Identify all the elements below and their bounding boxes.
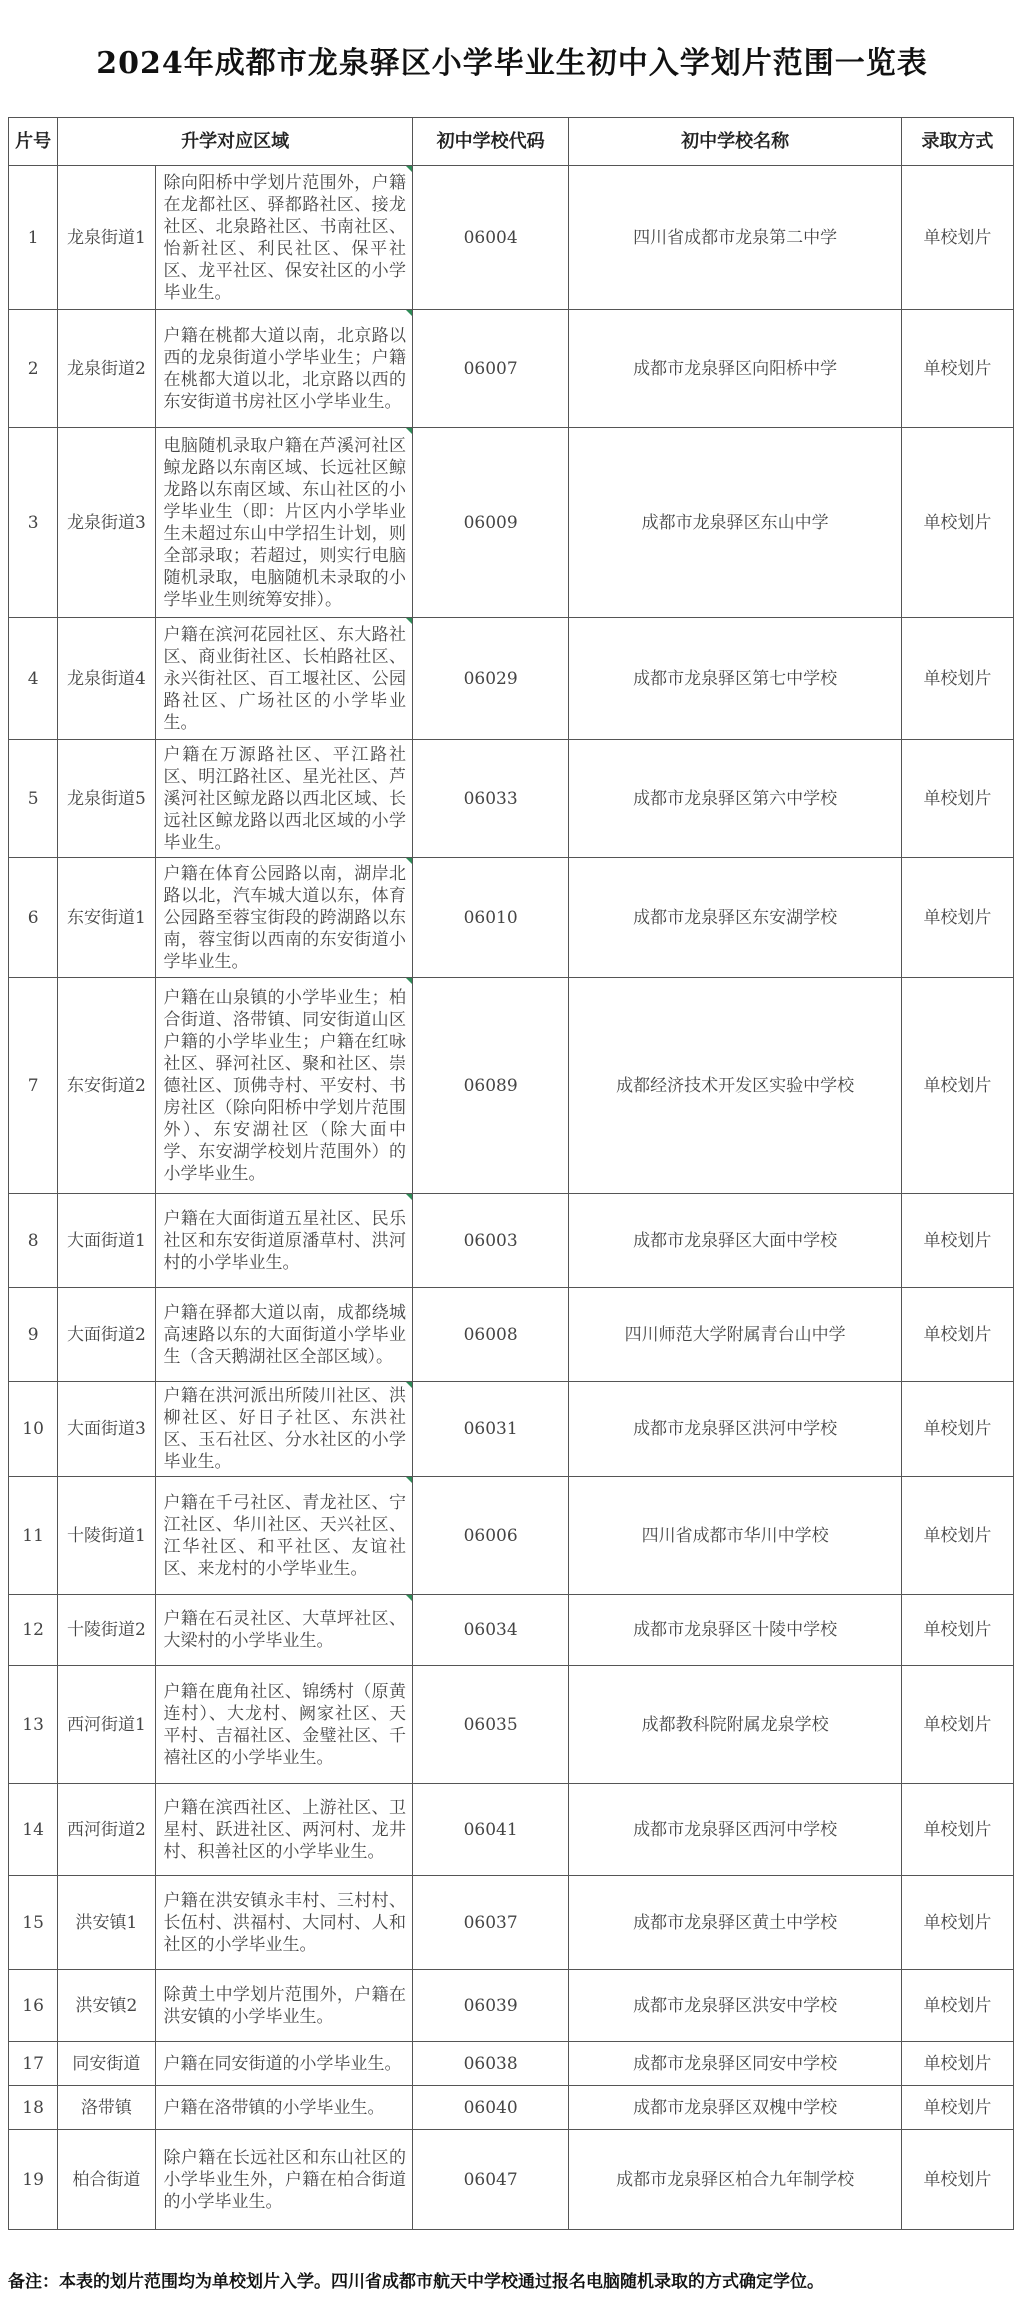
row-school-code: 06006 [412, 1477, 568, 1595]
row-school-code: 06037 [412, 1876, 568, 1970]
table-row [9, 2042, 1014, 2086]
row-zone: 大面街道2 [58, 1288, 155, 1382]
table-row [9, 2086, 1014, 2130]
row-school-code: 06041 [412, 1784, 568, 1876]
row-school-name: 成都市龙泉驿区柏合九年制学校 [569, 2130, 902, 2230]
table-row [9, 1876, 1014, 1970]
table-row [9, 1784, 1014, 1876]
row-school-code: 06029 [412, 618, 568, 740]
row-admission-method: 单校划片 [901, 1876, 1013, 1970]
row-school-code: 06033 [412, 740, 568, 858]
row-number: 1 [9, 166, 58, 310]
row-school-code: 06039 [412, 1970, 568, 2042]
table-row [9, 1970, 1014, 2042]
table-body [9, 166, 1014, 2230]
row-area: 户籍在万源路社区、平江路社区、明江路社区、星光社区、芦溪河社区鲸龙路以西北区域、长远社区鲸龙路以西北区域的小学毕业生。 [155, 740, 412, 858]
row-area: 户籍在石灵社区、大草坪社区、大梁村的小学毕业生。 [155, 1595, 412, 1666]
table-row [9, 1477, 1014, 1595]
row-zone: 龙泉街道4 [58, 618, 155, 740]
row-number: 7 [9, 978, 58, 1194]
row-area: 户籍在洪安镇永丰村、三村村、长伍村、洪福村、大同村、人和社区的小学毕业生。 [155, 1876, 412, 1970]
row-area: 户籍在洛带镇的小学毕业生。 [155, 2086, 412, 2130]
row-school-code: 06040 [412, 2086, 568, 2130]
row-area: 户籍在同安街道的小学毕业生。 [155, 2042, 412, 2086]
row-school-name: 成都市龙泉驿区双槐中学校 [569, 2086, 902, 2130]
row-zone: 龙泉街道2 [58, 310, 155, 428]
row-school-name: 成都市龙泉驿区大面中学校 [569, 1194, 902, 1288]
row-admission-method: 单校划片 [901, 310, 1013, 428]
row-school-code: 06004 [412, 166, 568, 310]
row-admission-method: 单校划片 [901, 2130, 1013, 2230]
row-school-name: 成都市龙泉驿区向阳桥中学 [569, 310, 902, 428]
row-admission-method: 单校划片 [901, 1595, 1013, 1666]
table-row [9, 1595, 1014, 1666]
row-area: 除向阳桥中学划片范围外，户籍在龙都社区、驿都路社区、接龙社区、北泉路社区、书南社区、怡新社区、利民社区、保平社区、龙平社区、保安社区的小学毕业生。 [155, 166, 412, 310]
row-area: 户籍在千弓社区、青龙社区、宁江社区、华川社区、天兴社区、江华社区、和平社区、友谊社区、来龙村的小学毕业生。 [155, 1477, 412, 1595]
row-admission-method: 单校划片 [901, 2042, 1013, 2086]
row-admission-method: 单校划片 [901, 428, 1013, 618]
row-admission-method: 单校划片 [901, 1784, 1013, 1876]
row-number: 14 [9, 1784, 58, 1876]
row-zone: 西河街道2 [58, 1784, 155, 1876]
header-no: 片号 [9, 118, 58, 166]
row-school-code: 06047 [412, 2130, 568, 2230]
row-school-name: 成都教科院附属龙泉学校 [569, 1666, 902, 1784]
row-zone: 大面街道1 [58, 1194, 155, 1288]
row-admission-method: 单校划片 [901, 1477, 1013, 1595]
footnote: 备注：本表的划片范围均为单校划片入学。四川省成都市航天中学校通过报名电脑随机录取的方式确定学位。 [8, 2272, 824, 2292]
row-school-name: 成都市龙泉驿区第七中学校 [569, 618, 902, 740]
row-number: 12 [9, 1595, 58, 1666]
row-zone: 柏合街道 [58, 2130, 155, 2230]
row-number: 6 [9, 858, 58, 978]
row-number: 11 [9, 1477, 58, 1595]
row-school-code: 06007 [412, 310, 568, 428]
row-area: 户籍在体育公园路以南，湖岸北路以北，汽车城大道以东，体育公园路至蓉宝街段的跨湖路以东南，蓉宝街以西南的东安街道小学毕业生。 [155, 858, 412, 978]
row-school-code: 06034 [412, 1595, 568, 1666]
row-school-name: 成都市龙泉驿区十陵中学校 [569, 1595, 902, 1666]
row-number: 8 [9, 1194, 58, 1288]
row-zone: 洪安镇2 [58, 1970, 155, 2042]
row-admission-method: 单校划片 [901, 858, 1013, 978]
row-number: 15 [9, 1876, 58, 1970]
row-area: 户籍在桃都大道以南，北京路以西的龙泉街道小学毕业生；户籍在桃都大道以北，北京路以西的东安街道书房社区小学毕业生。 [155, 310, 412, 428]
table-row [9, 166, 1014, 310]
page-title: 2024年成都市龙泉驿区小学毕业生初中入学划片范围一览表 [96, 46, 928, 81]
row-zone: 大面街道3 [58, 1382, 155, 1477]
row-number: 13 [9, 1666, 58, 1784]
row-admission-method: 单校划片 [901, 1194, 1013, 1288]
row-zone: 东安街道1 [58, 858, 155, 978]
row-school-code: 06008 [412, 1288, 568, 1382]
row-zone: 龙泉街道5 [58, 740, 155, 858]
row-school-name: 成都市龙泉驿区第六中学校 [569, 740, 902, 858]
row-number: 5 [9, 740, 58, 858]
table-row [9, 1194, 1014, 1288]
table-row [9, 1666, 1014, 1784]
row-school-code: 06089 [412, 978, 568, 1194]
row-number: 18 [9, 2086, 58, 2130]
row-admission-method: 单校划片 [901, 2086, 1013, 2130]
row-school-name: 成都市龙泉驿区洪安中学校 [569, 1970, 902, 2042]
row-number: 16 [9, 1970, 58, 2042]
row-school-name: 成都市龙泉驿区西河中学校 [569, 1784, 902, 1876]
table-row [9, 618, 1014, 740]
table-row [9, 428, 1014, 618]
row-school-name: 四川省成都市华川中学校 [569, 1477, 902, 1595]
row-area: 电脑随机录取户籍在芦溪河社区鲸龙路以东南区域、长远社区鲸龙路以东南区域、东山社区的小学毕业生（即：片区内小学毕业生未超过东山中学招生计划，则全部录取；若超过，则实行电脑随机录取，电脑随机未录取的小学毕业生则统筹安排）。 [155, 428, 412, 618]
row-area: 户籍在洪河派出所陵川社区、洪柳社区、好日子社区、东洪社区、玉石社区、分水社区的小学毕业生。 [155, 1382, 412, 1477]
row-admission-method: 单校划片 [901, 1970, 1013, 2042]
row-admission-method: 单校划片 [901, 978, 1013, 1194]
header-school: 初中学校名称 [569, 118, 902, 166]
zoning-table [8, 117, 1014, 2230]
table-header-row [9, 118, 1014, 166]
table-row [9, 740, 1014, 858]
row-admission-method: 单校划片 [901, 1382, 1013, 1477]
row-zone: 龙泉街道1 [58, 166, 155, 310]
row-zone: 十陵街道2 [58, 1595, 155, 1666]
row-admission-method: 单校划片 [901, 166, 1013, 310]
row-area: 户籍在鹿角社区、锦绣村（原黄连村）、大龙村、阙家社区、天平村、吉福社区、金璧社区、千禧社区的小学毕业生。 [155, 1666, 412, 1784]
row-area: 除黄土中学划片范围外，户籍在洪安镇的小学毕业生。 [155, 1970, 412, 2042]
row-school-code: 06010 [412, 858, 568, 978]
row-zone: 洪安镇1 [58, 1876, 155, 1970]
row-school-code: 06009 [412, 428, 568, 618]
row-school-code: 06038 [412, 2042, 568, 2086]
row-school-name: 成都经济技术开发区实验中学校 [569, 978, 902, 1194]
row-zone: 西河街道1 [58, 1666, 155, 1784]
row-zone: 龙泉街道3 [58, 428, 155, 618]
row-school-code: 06003 [412, 1194, 568, 1288]
header-method: 录取方式 [901, 118, 1013, 166]
row-area: 户籍在驿都大道以南，成都绕城高速路以东的大面街道小学毕业生（含天鹅湖社区全部区域）。 [155, 1288, 412, 1382]
row-school-code: 06035 [412, 1666, 568, 1784]
table-row [9, 1382, 1014, 1477]
row-admission-method: 单校划片 [901, 618, 1013, 740]
row-school-code: 06031 [412, 1382, 568, 1477]
table-row [9, 1288, 1014, 1382]
table-row [9, 2130, 1014, 2230]
row-zone: 十陵街道1 [58, 1477, 155, 1595]
row-area: 除户籍在长远社区和东山社区的小学毕业生外，户籍在柏合街道的小学毕业生。 [155, 2130, 412, 2230]
row-school-name: 成都市龙泉驿区同安中学校 [569, 2042, 902, 2086]
row-school-name: 成都市龙泉驿区洪河中学校 [569, 1382, 902, 1477]
row-number: 2 [9, 310, 58, 428]
table-row [9, 310, 1014, 428]
header-area: 升学对应区域 [58, 118, 413, 166]
row-area: 户籍在滨西社区、上游社区、卫星村、跃进社区、两河村、龙井村、积善社区的小学毕业生。 [155, 1784, 412, 1876]
row-school-name: 成都市龙泉驿区东山中学 [569, 428, 902, 618]
row-school-name: 四川师范大学附属青台山中学 [569, 1288, 902, 1382]
table-row [9, 858, 1014, 978]
row-zone: 洛带镇 [58, 2086, 155, 2130]
row-area: 户籍在山泉镇的小学毕业生；柏合街道、洛带镇、同安街道山区户籍的小学毕业生；户籍在红咏社区、驿河社区、聚和社区、崇德社区、顶佛寺村、平安村、书房社区（除向阳桥中学划片范围外）、东安湖社区（除大面中学、东安湖学校划片范围外）的小学毕业生。 [155, 978, 412, 1194]
row-area: 户籍在滨河花园社区、东大路社区、商业街社区、长柏路社区、永兴街社区、百工堰社区、公园路社区、广场社区的小学毕业生。 [155, 618, 412, 740]
row-school-name: 四川省成都市龙泉第二中学 [569, 166, 902, 310]
row-zone: 东安街道2 [58, 978, 155, 1194]
row-number: 3 [9, 428, 58, 618]
row-area: 户籍在大面街道五星社区、民乐社区和东安街道原潘草村、洪河村的小学毕业生。 [155, 1194, 412, 1288]
table-row [9, 978, 1014, 1194]
row-school-name: 成都市龙泉驿区黄土中学校 [569, 1876, 902, 1970]
row-school-name: 成都市龙泉驿区东安湖学校 [569, 858, 902, 978]
row-admission-method: 单校划片 [901, 1288, 1013, 1382]
row-number: 17 [9, 2042, 58, 2086]
row-admission-method: 单校划片 [901, 1666, 1013, 1784]
row-admission-method: 单校划片 [901, 740, 1013, 858]
row-number: 4 [9, 618, 58, 740]
header-code: 初中学校代码 [412, 118, 568, 166]
row-number: 9 [9, 1288, 58, 1382]
row-number: 19 [9, 2130, 58, 2230]
row-zone: 同安街道 [58, 2042, 155, 2086]
row-number: 10 [9, 1382, 58, 1477]
